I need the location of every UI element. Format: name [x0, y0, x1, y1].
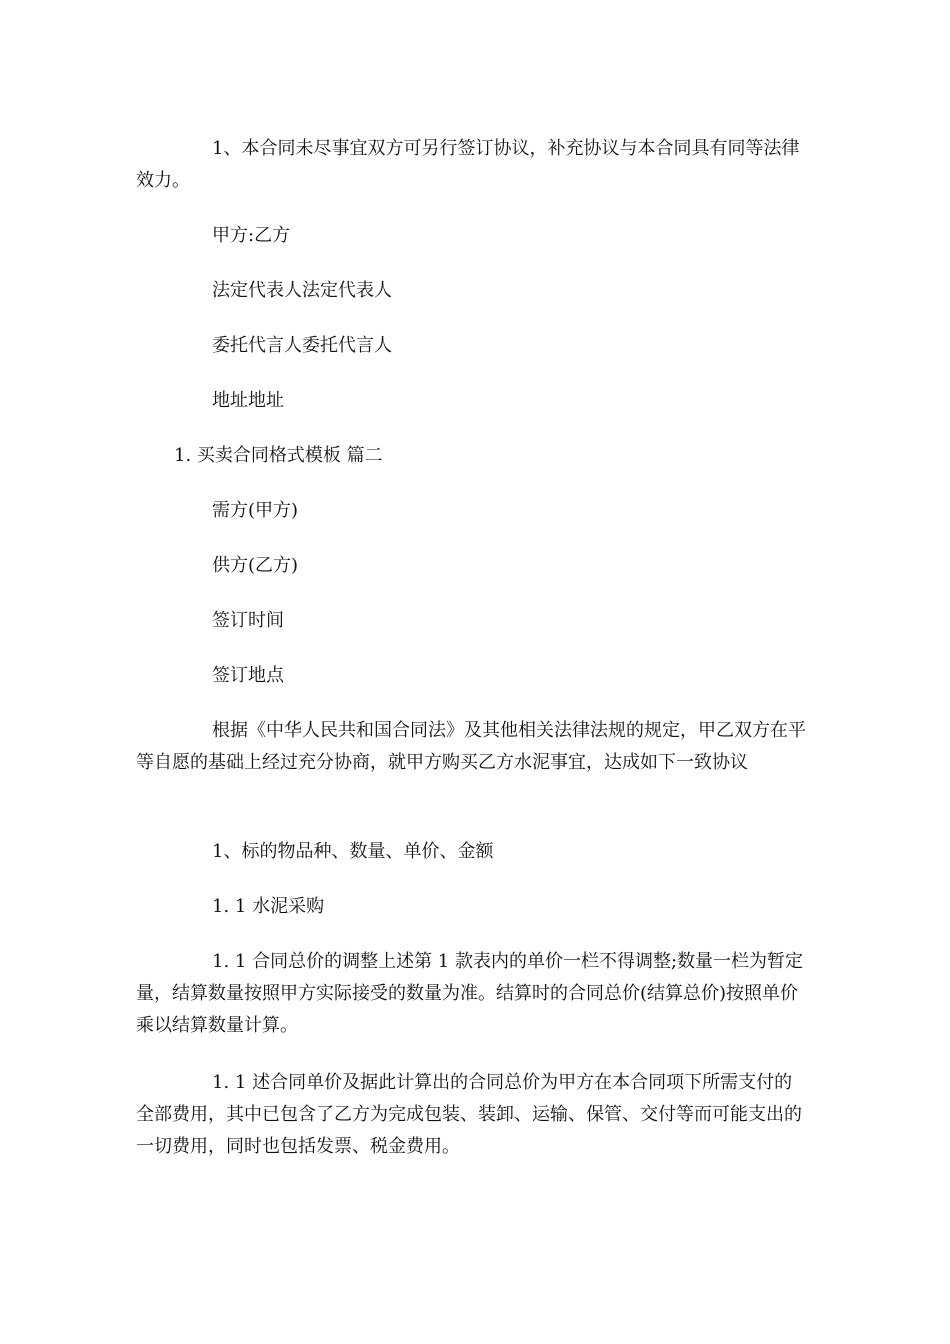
- item-1-1-heading: 1. 1 水泥采购: [212, 896, 325, 917]
- clause-supplementary-agreement: 1、本合同未尽事宜双方可另行签订协议，补充协议与本合同具有同等法律效力。: [136, 138, 800, 191]
- party-line: 甲方:乙方: [212, 225, 291, 246]
- sign-place-line: 签订地点: [212, 665, 284, 686]
- total-cost-paragraph: 1. 1 述合同单价及据此计算出的合同总价为甲方在本合同项下所需支付的全部费用，其中已包含了乙方为完成包装、装卸、运输、保管、交付等而可能支出的一切费用，同时也包括发票、税金费用。: [136, 1072, 802, 1157]
- item-1-heading: 1、标的物品种、数量、单价、金额: [212, 841, 494, 862]
- address-line: 地址地址: [212, 390, 284, 411]
- seller-line: 供方(乙方): [212, 555, 299, 576]
- buyer-line: 需方(甲方): [212, 500, 299, 521]
- authorized-agent-line: 委托代言人委托代言人: [212, 335, 392, 356]
- contract-basis-paragraph: 根据《中华人民共和国合同法》及其他相关法律法规的规定，甲乙双方在平等自愿的基础上经过充分协商，就甲方购买乙方水泥事宜，达成如下一致协议: [136, 720, 806, 773]
- section-heading: 1. 买卖合同格式模板 篇二: [174, 445, 383, 466]
- legal-representative-line: 法定代表人法定代表人: [212, 280, 392, 301]
- sign-time-line: 签订时间: [212, 610, 284, 631]
- price-adjustment-paragraph: 1. 1 合同总价的调整上述第 1 款表内的单价一栏不得调整;数量一栏为暂定量，结算数量按照甲方实际接受的数量为准。结算时的合同总价(结算总价)按照单价乘以结算数量计算。: [136, 951, 804, 1036]
